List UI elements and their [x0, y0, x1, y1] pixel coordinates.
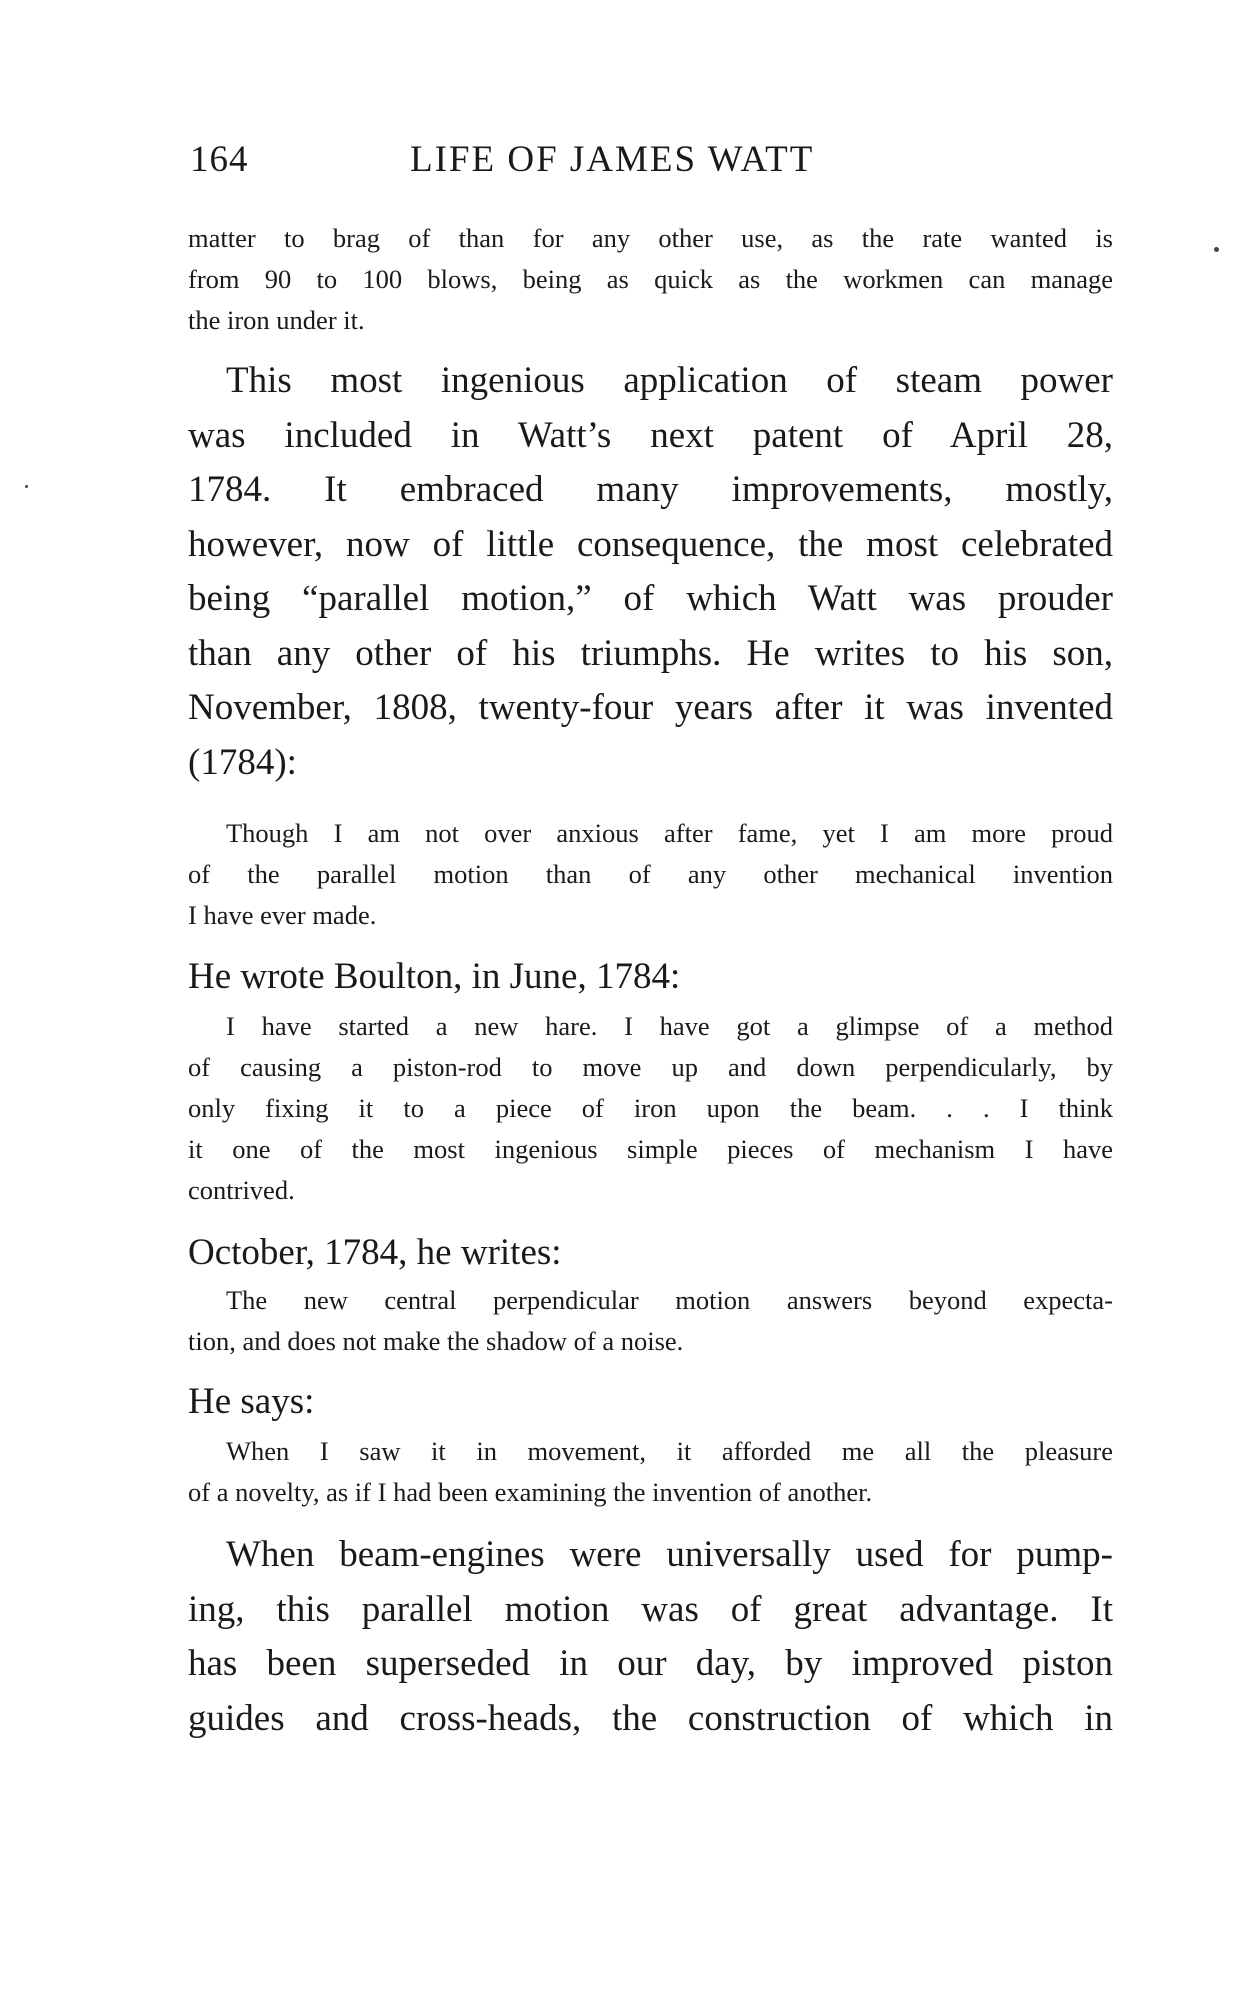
intro-line: October, 1784, he writes:	[188, 1232, 562, 1273]
quote-line: of the parallel motion than of any other mechanical invention	[188, 859, 1113, 889]
quote-line: only fixing it to a piece of iron upon the beam. . . I think	[188, 1093, 1113, 1123]
running-head	[190, 138, 1110, 182]
quote-line: of a novelty, as if I had been examining the invention of another.	[188, 1477, 873, 1507]
paragraph-line: November, 1808, twenty-four years after it was invented	[188, 687, 1113, 728]
intro-he-says	[188, 1375, 1113, 1430]
paragraph-line: however, now of little consequence, the most celebrated	[188, 523, 1113, 565]
quote-line: of causing a piston-rod to move up and down perpendicularly, by	[188, 1052, 1113, 1082]
paragraph-line: was included in Watt’s next patent of April 28,	[188, 414, 1113, 456]
quote-line: I have started a new hare. I have got a glimpse of a method	[226, 1011, 1113, 1041]
paragraph-line: guides and cross-heads, the construction of which in	[188, 1697, 1113, 1739]
paragraph-line: When beam-engines were universally used for pump-	[226, 1534, 1113, 1575]
paragraph-beam-engines	[188, 1528, 1113, 1746]
quote-line: from 90 to 100 blows, being as quick as the workmen can manage	[188, 264, 1113, 294]
paragraph-line: than any other of his triumphs. He writes to his son,	[188, 632, 1113, 674]
intro-october	[188, 1226, 1113, 1281]
quote-line: The new central perpendicular motion answers beyond expecta-	[226, 1285, 1113, 1315]
paragraph-line: has been superseded in our day, by improved piston	[188, 1643, 1113, 1684]
quote-line: it one of the most ingenious simple pieces of mechanism I have	[188, 1134, 1113, 1164]
quote-letter-to-boulton	[188, 1006, 1113, 1211]
quote-letter-to-son	[188, 813, 1113, 936]
quote-line: contrived.	[188, 1175, 295, 1205]
quote-line: tion, and does not make the shadow of a noise.	[188, 1326, 684, 1356]
quote-line: the iron under it.	[188, 305, 365, 335]
paragraph-parallel-motion	[188, 354, 1113, 790]
quote-line: When I saw it in movement, it afforded me all the pleasure	[226, 1436, 1113, 1466]
quote-he-says	[188, 1431, 1113, 1513]
print-speck	[1214, 247, 1219, 252]
paragraph-line: ing, this parallel motion was of great advantage. It	[188, 1588, 1113, 1630]
running-title: LIFE OF JAMES WATT	[410, 139, 815, 180]
quote-line: I have ever made.	[188, 900, 377, 930]
page-number: 164	[190, 139, 249, 180]
paragraph-line: being “parallel motion,” of which Watt was prouder	[188, 578, 1113, 619]
quote-line: matter to brag of than for any other use, as the rate wanted is	[188, 223, 1113, 253]
print-speck	[25, 485, 28, 488]
intro-boulton	[188, 950, 1113, 1005]
intro-line: He says:	[188, 1381, 315, 1422]
intro-line: He wrote Boulton, in June, 1784:	[188, 956, 681, 997]
paragraph-line: (1784):	[188, 741, 297, 783]
continuation-quote	[188, 218, 1113, 341]
quote-line: Though I am not over anxious after fame, yet I am more proud	[226, 818, 1113, 848]
paragraph-line: This most ingenious application of steam power	[226, 360, 1113, 401]
paragraph-line: 1784. It embraced many improvements, mostly,	[188, 469, 1113, 510]
quote-october	[188, 1280, 1113, 1362]
